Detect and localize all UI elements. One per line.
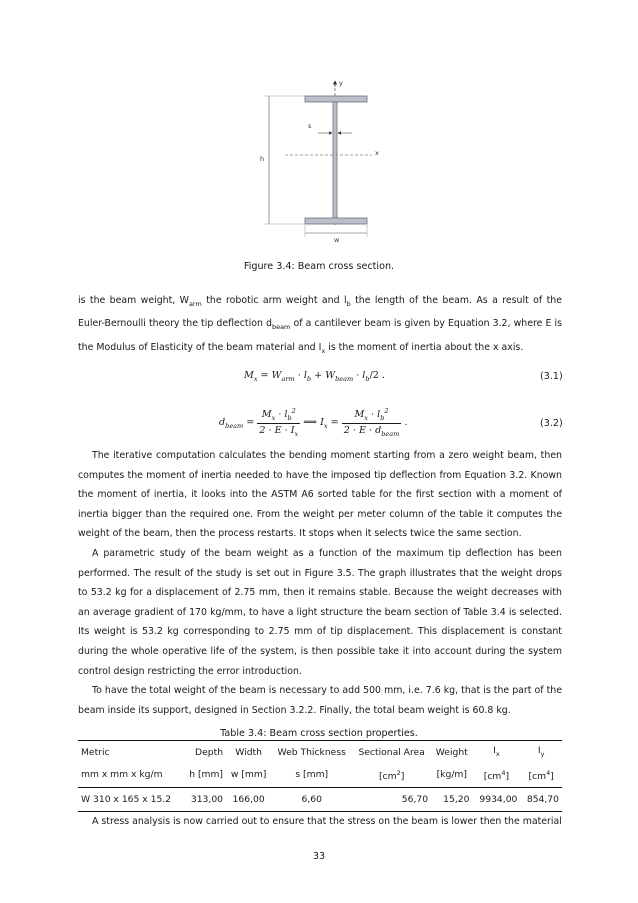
cell-iy: 854,70 xyxy=(520,787,562,811)
cell-metric: W 310 x 165 x 15.2 xyxy=(78,787,183,811)
col-weight: Weight xyxy=(431,741,472,764)
equation-number-3-2: (3.2) xyxy=(540,418,563,429)
page-number: 33 xyxy=(312,851,326,862)
paragraph-4: To have the total weight of the beam is necessary to add 500 mm, i.e. 7.6 kg, that is the part of the beam inside its support, designed in Section 3.2.2. Finally, the total beam weight is 60.8 kg. xyxy=(78,685,562,716)
fraction-1: $\frac{M_x \cdot l_b^2}{2 \cdot E \cdot I_x}$ xyxy=(259,407,299,438)
col-sectional-area: Sectional Area xyxy=(352,741,431,764)
paragraph-2: The iterative computation calculates the bending moment starting from a zero weight beam, then computes the moment of inertia needed to have the imposed tip deflection from Equation 3.2. Known the moment of inertia, it looks into the ASTM A6 sorted table for the first section with a moment of inertia bigger than the required one. From the weight per meter column of the table it computes the weight of the beam, then the process restarts. It stops when it selects twice the same section. xyxy=(78,450,562,540)
beam-properties-table xyxy=(78,740,562,812)
col-iy: $I_y$ xyxy=(520,741,562,764)
label-x: x xyxy=(375,149,379,157)
equation-3-2: $d_{beam}$ = $\frac{M_x \cdot l_b^2}{2 \cdot E \cdot I_x}$ ⟹ $I_x$ = $\frac{M_x \cdot l_b^2}{2 \cdot E \cdot d_{beam}}$ . xyxy=(219,407,408,438)
paragraph-3: A parametric study of the beam weight as a function of the maximum tip deflection has been performed. The result of the study is set out in Figure 3.5. The graph illustrates that the weight drops to 53.2 kg for a displacement of 2.75 mm, then it remains stable. Because the weight decreases with an average gradient of 170 kg/mm, to have a light structure the beam section of Table 3.4 is selected. Its weight is 53.2 kg corresponding to 2.75 mm of tip displacement. This displacement is constant during the whole operative life of the system, is then possible take it into account during the system control design restricting the error introduction. xyxy=(78,548,562,677)
col-web-thickness: Web Thickness xyxy=(271,741,352,764)
col-depth: Depth xyxy=(183,741,226,764)
cell-ix: 9934,00 xyxy=(472,787,520,811)
label-s: s xyxy=(308,122,312,130)
cell-weight: 15,20 xyxy=(431,787,472,811)
top-flange xyxy=(305,96,367,102)
paragraph-5: A stress analysis is now carried out to ensure that the stress on the beam is lower then the material xyxy=(92,816,562,827)
table-caption: Table 3.4: Beam cross section properties. xyxy=(220,728,418,739)
col-metric: Metric xyxy=(78,741,183,764)
cell-width: 166,00 xyxy=(226,787,271,811)
table-header-row-1 xyxy=(78,741,562,764)
cell-depth: 313,00 xyxy=(183,787,226,811)
label-y: y xyxy=(339,79,343,87)
cell-sectional-area: 56,70 xyxy=(352,787,431,811)
equation-3-1: $M_x = W_{arm} \cdot l_b + W_{beam} \cdot l_b/2$ . xyxy=(244,370,385,383)
web xyxy=(333,102,337,218)
label-h: h xyxy=(260,155,265,163)
bottom-flange xyxy=(305,218,367,224)
figure-caption: Figure 3.4: Beam cross section. xyxy=(243,261,395,272)
equation-number-3-1: (3.1) xyxy=(540,371,563,382)
beam-cross-section-figure xyxy=(250,75,390,245)
col-width: Width xyxy=(226,741,271,764)
fraction-2: $\frac{M_x \cdot l_b^2}{2 \cdot E \cdot d_{beam}}$ xyxy=(343,407,400,438)
table-row xyxy=(78,787,562,811)
label-w: w xyxy=(334,236,340,244)
cell-web-thickness: 6,60 xyxy=(271,787,352,811)
paragraph-1: is the beam weight, $W_{arm}$ the robotic arm weight and $l_b$ the length of the beam. As a result of the Euler-Bernoulli theory the tip deflection $d_{beam}$ of a cantilever beam is given by Equation 3.2, where E is the Modulus of Elasticity of the beam material and $I_x$ is the moment of inertia about the x axis. xyxy=(78,295,562,355)
col-ix: $I_x$ xyxy=(472,741,520,764)
table-header-row-2: mm x mm x kg/m h [mm] w [mm] s [mm] $[cm^2]$ [kg/m] $[cm^4]$ $[cm^4]$ xyxy=(78,764,562,788)
